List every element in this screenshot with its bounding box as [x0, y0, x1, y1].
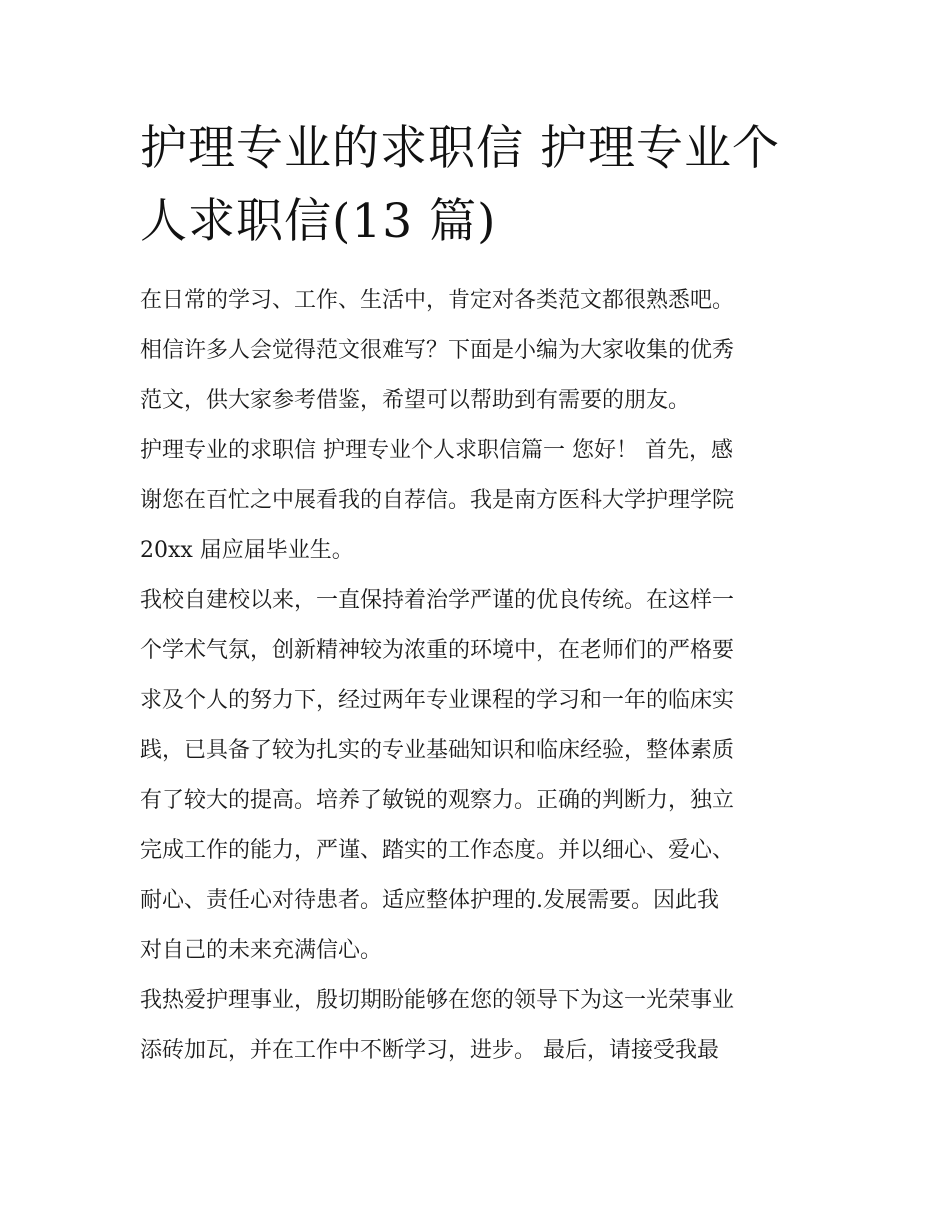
text-line: 求及个人的努力下，经过两年专业课程的学习和一年的临床实: [140, 688, 735, 713]
text-line: 范文，供大家参考借鉴，希望可以帮助到有需要的朋友。: [140, 388, 691, 413]
title-line: 人求职信(13 篇): [140, 194, 497, 249]
text-line: 对自己的未来充满信心。: [140, 938, 383, 963]
paragraph-intro: [140, 276, 830, 426]
text-line: 我热爱护理事业，殷切期盼能够在您的领导下为这一光荣事业: [140, 988, 735, 1013]
text-line: 我校自建校以来，一直保持着治学严谨的优良传统。在这样一: [140, 588, 735, 613]
text-line: 谢您在百忙之中展看我的自荐信。我是南方医科大学护理学院: [140, 488, 735, 513]
document-title: [140, 112, 820, 258]
text-line: 完成工作的能力，严谨、踏实的工作态度。并以细心、爱心、: [140, 838, 735, 863]
document-body: [140, 276, 830, 1076]
text-line: 在日常的学习、工作、生活中，肯定对各类范文都很熟悉吧。: [140, 288, 735, 313]
text-line: 护理专业的求职信 护理专业个人求职信篇一 您好！ 首先，感: [140, 438, 733, 463]
title-line: 护理专业的求职信 护理专业个: [140, 121, 780, 176]
text-line: 有了较大的提高。培养了敏锐的观察力。正确的判断力，独立: [140, 788, 735, 813]
text-line: 添砖加瓦，并在工作中不断学习，进步。 最后，请接受我最: [140, 1038, 719, 1063]
text-line: 践，已具备了较为扎实的专业基础知识和临床经验，整体素质: [140, 738, 735, 763]
paragraph-greeting: [140, 426, 830, 576]
text-line: 20xx 届应届毕业生。: [140, 538, 354, 563]
text-line: 个学术气氛，创新精神较为浓重的环境中，在老师们的严格要: [140, 638, 735, 663]
text-line: 耐心、责任心对待患者。适应整体护理的.发展需要。因此我: [140, 888, 719, 913]
text-line: 相信许多人会觉得范文很难写？下面是小编为大家收集的优秀: [140, 338, 735, 363]
paragraph-closing: [140, 976, 830, 1076]
paragraph-school: [140, 576, 830, 976]
